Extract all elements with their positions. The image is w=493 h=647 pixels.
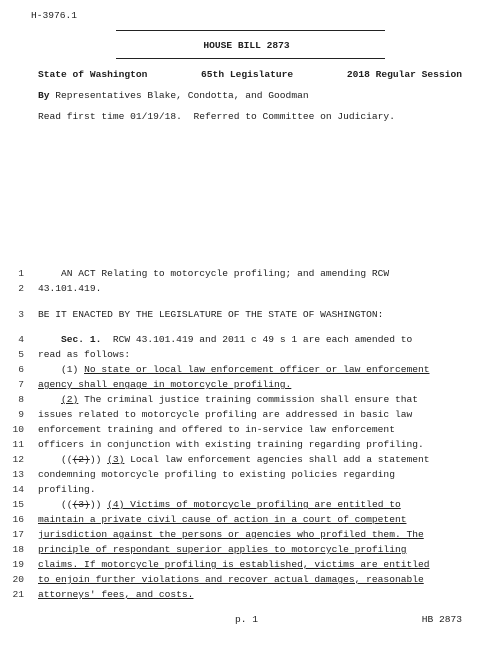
deletion-open: (( [38, 454, 73, 465]
line-number: 12 [12, 454, 24, 465]
inserted-text: (4) Victims of motorcycle profiling are entitled to [107, 499, 401, 510]
title-rule-bottom [116, 58, 385, 59]
body-line-1: AN ACT Relating to motorcycle profiling; and amending RCW [38, 268, 390, 279]
inserted-text: attorneys' fees, and costs. [38, 589, 194, 600]
body-line-16 [38, 514, 462, 525]
inserted-text: No state or local law enforcement officer or law enforcement [84, 364, 430, 375]
deleted-text: (2) [72, 454, 90, 465]
line-number: 8 [18, 394, 24, 405]
first-read-line: Read first time 01/19/18. Referred to Committee on Judiciary. [38, 111, 395, 122]
line-number: 20 [12, 574, 24, 585]
line-number: 15 [12, 499, 24, 510]
line-number: 5 [18, 349, 24, 360]
body-line-15 [38, 499, 462, 510]
section-heading: Sec. 1. [61, 334, 102, 345]
session-name: 2018 Regular Session [346, 69, 462, 80]
body-line-13: condemning motorcycle profiling to existing policies regarding [38, 469, 395, 480]
line-number: 7 [18, 379, 24, 390]
body-text: Local law enforcement agencies shall add a statement [124, 454, 430, 465]
indent [38, 394, 61, 405]
body-text: The criminal justice training commission shall ensure that [78, 394, 418, 405]
inserted-text: claims. If motorcycle profiling is established, victims are entitled [38, 559, 430, 570]
body-line-12 [38, 454, 462, 465]
footer-bill-ref: HB 2873 [421, 614, 462, 625]
legislature-number: 65th Legislature [201, 69, 294, 80]
inserted-text: jurisdiction against the persons or agencies who profiled them. The [38, 529, 424, 540]
line-number: 6 [18, 364, 24, 375]
body-line-11: officers in conjunction with existing training regarding profiling. [38, 439, 424, 450]
body-line-7 [38, 379, 462, 390]
body-line-4 [38, 334, 462, 345]
line-number: 18 [12, 544, 24, 555]
line-number: 9 [18, 409, 24, 420]
line-number: 16 [12, 514, 24, 525]
deleted-text: (3) [72, 499, 90, 510]
line-number: 13 [12, 469, 24, 480]
inserted-text: to enjoin further violations and recover actual damages, reasonable [38, 574, 424, 585]
inserted-text: maintain a private civil cause of action in a court of competent [38, 514, 407, 525]
section-intro: RCW 43.101.419 and 2011 c 49 s 1 are each amended to [101, 334, 413, 345]
sponsors-line [38, 90, 309, 101]
body-line-18 [38, 544, 462, 555]
body-line-2: 43.101.419. [38, 283, 102, 294]
body-line-14: profiling. [38, 484, 96, 495]
page-number: p. 1 [234, 614, 259, 625]
body-line-10: enforcement training and offered to in-service law enforcement [38, 424, 395, 435]
line-number: 2 [18, 283, 24, 294]
line-number: 1 [18, 268, 24, 279]
body-line-17 [38, 529, 462, 540]
deletion-close: )) [89, 499, 108, 510]
indent [38, 334, 61, 345]
line-number: 11 [12, 439, 24, 450]
session-row [38, 69, 462, 80]
bill-title: HOUSE BILL 2873 [203, 40, 290, 51]
body-line-19 [38, 559, 462, 570]
sponsors-names: Representatives Blake, Condotta, and Goodman [49, 90, 309, 101]
line-number: 21 [12, 589, 24, 600]
body-line-20 [38, 574, 462, 585]
inserted-subsection-number: (3) [107, 454, 125, 465]
body-line-5: read as follows: [38, 349, 131, 360]
inserted-text: agency shall engage in motorcycle profiling. [38, 379, 292, 390]
line-number: 17 [12, 529, 24, 540]
title-rule-top [116, 30, 385, 31]
deletion-open: (( [38, 499, 73, 510]
line-number: 10 [12, 424, 24, 435]
body-line-8 [38, 394, 462, 405]
line-number: 19 [12, 559, 24, 570]
sponsors-by: By [38, 90, 50, 101]
line-number: 3 [18, 309, 24, 320]
body-line-3: BE IT ENACTED BY THE LEGISLATURE OF THE STATE OF WASHINGTON: [38, 309, 384, 320]
body-line-21 [38, 589, 462, 600]
line-number: 14 [12, 484, 24, 495]
line-number: 4 [18, 334, 24, 345]
body-line-6 [38, 364, 462, 375]
subsection-number: (1) [38, 364, 85, 375]
body-line-9: issues related to motorcycle profiling are addressed in basic law [38, 409, 413, 420]
inserted-subsection-number: (2) [61, 394, 79, 405]
inserted-text: principle of respondant superior applies to motorcycle profiling [38, 544, 407, 555]
state-name: State of Washington [38, 69, 148, 80]
deletion-close: )) [89, 454, 108, 465]
document-id: H-3976.1 [31, 10, 78, 21]
